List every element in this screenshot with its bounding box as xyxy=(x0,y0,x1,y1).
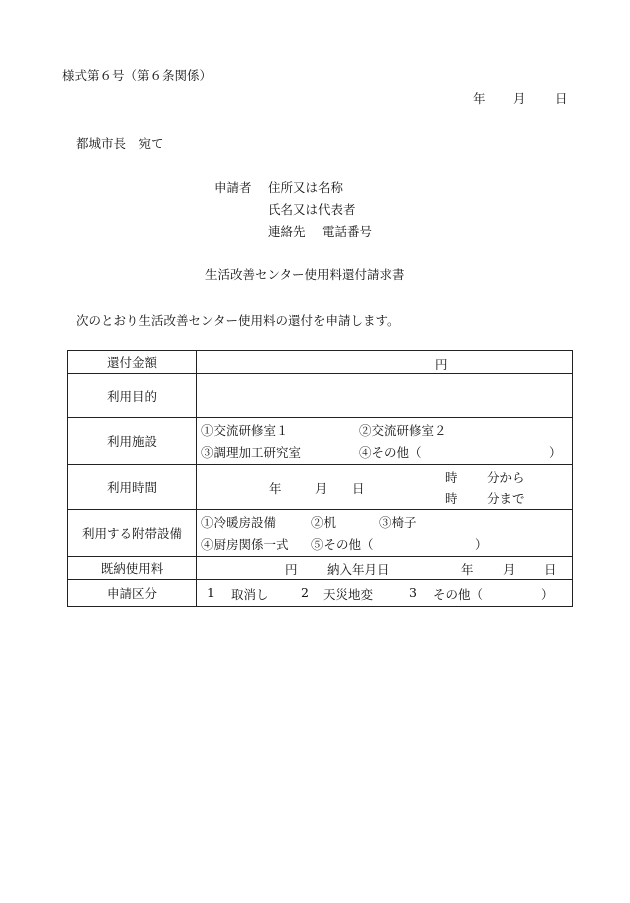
applicant-contact-label: 連絡先 xyxy=(268,224,306,239)
facility-option-3[interactable]: ③調理加工研究室 xyxy=(201,445,302,460)
purpose-field[interactable] xyxy=(197,374,573,418)
category-option-1[interactable]: 取消し xyxy=(231,587,269,602)
facility-field xyxy=(197,418,573,465)
paid-fee-year-label: 年 xyxy=(461,562,474,577)
paid-fee-field[interactable] xyxy=(197,557,573,580)
refund-amount-field[interactable] xyxy=(197,351,573,374)
category-option-2-number: 2 xyxy=(301,585,309,600)
purpose-label: 利用目的 xyxy=(68,374,197,418)
row-paid-fee xyxy=(68,557,573,580)
time-year-label: 年 xyxy=(269,481,282,496)
applicant-name-label: 氏名又は代表者 xyxy=(268,202,356,217)
row-refund-amount xyxy=(68,351,573,374)
equipment-option-4[interactable]: ④厨房関係一式 xyxy=(201,537,289,552)
time-minute-to-label: 分まで xyxy=(487,491,525,506)
row-equipment xyxy=(68,510,573,557)
category-field xyxy=(197,580,573,607)
paid-fee-day-label: 日 xyxy=(544,562,557,577)
row-category xyxy=(68,580,573,607)
applicant-label: 申請者 xyxy=(214,180,252,195)
time-field[interactable] xyxy=(197,465,573,510)
applicant-address-label: 住所又は名称 xyxy=(268,180,344,195)
applicant-phone-label: 電話番号 xyxy=(322,224,373,239)
date-day-label: 日 xyxy=(555,91,568,106)
paid-fee-date-label: 納入年月日 xyxy=(327,562,390,577)
facility-label: 利用施設 xyxy=(68,418,197,465)
category-option-1-number: 1 xyxy=(207,585,215,600)
time-hour-from-label: 時 xyxy=(445,470,458,485)
category-option-3[interactable]: その他（ xyxy=(433,587,484,602)
equipment-option-3[interactable]: ③椅子 xyxy=(379,515,417,530)
date-month-label: 月 xyxy=(513,91,526,106)
category-label: 申請区分 xyxy=(68,580,197,607)
row-purpose xyxy=(68,374,573,418)
equipment-option-5-close: ） xyxy=(475,537,488,552)
category-option-3-number: 3 xyxy=(409,585,417,600)
date-year-label: 年 xyxy=(473,91,486,106)
time-minute-from-label: 分から xyxy=(487,470,525,485)
document-title: 生活改善センター使用料還付請求書 xyxy=(205,267,405,282)
category-option-2[interactable]: 天災地変 xyxy=(323,587,374,602)
row-facility xyxy=(68,418,573,465)
facility-option-4-close: ） xyxy=(549,445,562,460)
time-day-label: 日 xyxy=(352,481,365,496)
facility-option-2[interactable]: ②交流研修室２ xyxy=(359,423,447,438)
paid-fee-label: 既納使用料 xyxy=(68,557,197,580)
form-number: 様式第６号（第６条関係） xyxy=(62,68,213,83)
refund-amount-label: 還付金額 xyxy=(68,351,197,374)
category-option-3-close: ） xyxy=(541,587,554,602)
facility-option-4[interactable]: ④その他（ xyxy=(359,445,422,460)
time-month-label: 月 xyxy=(315,481,328,496)
addressee: 都城市長 宛て xyxy=(76,136,164,151)
equipment-field xyxy=(197,510,573,557)
paid-fee-unit: 円 xyxy=(285,562,298,577)
equipment-option-1[interactable]: ①冷暖房設備 xyxy=(201,515,277,530)
time-hour-to-label: 時 xyxy=(445,491,458,506)
facility-option-1[interactable]: ①交流研修室１ xyxy=(201,423,289,438)
intro-text: 次のとおり生活改善センター使用料の還付を申請します。 xyxy=(76,313,400,328)
row-time xyxy=(68,465,573,510)
equipment-option-5[interactable]: ⑤その他（ xyxy=(311,537,374,552)
refund-form-table xyxy=(67,350,573,607)
paid-fee-month-label: 月 xyxy=(503,562,516,577)
refund-amount-unit: 円 xyxy=(435,357,448,372)
time-label: 利用時間 xyxy=(68,465,197,510)
equipment-label: 利用する附帯設備 xyxy=(68,510,197,557)
equipment-option-2[interactable]: ②机 xyxy=(311,515,337,530)
